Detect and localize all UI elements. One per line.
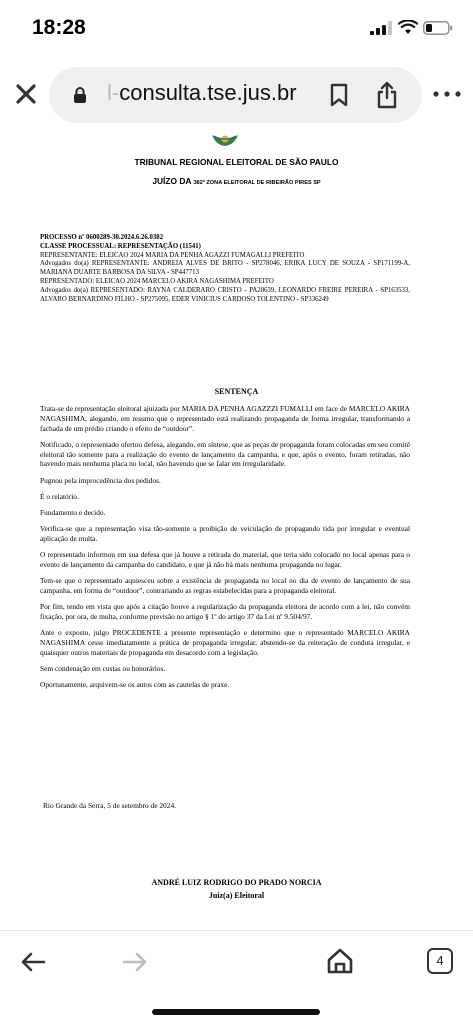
place-date: Rio Grande da Serra, 5 de setembro de 2024. — [43, 801, 176, 810]
plaintiff: REPRESENTANTE: ELEICAO 2024 MARIA DA PENHA AGAZZI FUMAGALLI PREFEITO — [40, 251, 305, 259]
court-name: TRIBUNAL REGIONAL ELEITORAL DE SÃO PAULO — [134, 157, 339, 167]
signal-icon — [370, 21, 396, 35]
document-body — [40, 404, 410, 696]
forward-arrow-icon[interactable] — [122, 951, 148, 973]
paragraph: Trata-se de representação eleitoral ajuizada por MARIA DA PENHA AGAZZZI FUMALLI em face de MARCELO AKIRA NAGASHIMA, alegando, em resumo que o representado está realizando propaganda de forma irregular, transformando a fachada de um prédio criando o efeito de “outdoor”. — [40, 404, 410, 433]
paragraph: O representado informou em sua defesa que já houve a retirada do material, que teria sido colocado no local apenas para o evento de lançamento da campanha do candidato, e que já não há mais nenhuma propaganda no lugar. — [40, 550, 410, 569]
paragraph: Sem condenação em custas ou honorários. — [40, 663, 166, 673]
judge-zone-line — [0, 176, 473, 186]
case-header — [40, 234, 410, 304]
back-arrow-icon[interactable] — [20, 951, 46, 973]
url-text[interactable] — [107, 80, 297, 106]
close-icon[interactable] — [12, 80, 40, 108]
home-indicator[interactable] — [152, 1009, 320, 1015]
status-bar — [0, 0, 473, 58]
browser-toolbar — [0, 60, 473, 130]
case-number: PROCESSO nº 0600289-30.2024.6.26.0382 — [40, 234, 164, 241]
share-icon[interactable] — [375, 81, 399, 109]
defendant: REPRESENTADO: ELEICAO 2024 MARCELO AKIRA NAGASHIMA PREFEITO — [40, 277, 274, 285]
judge-prefix: JUÍZO DA — [152, 176, 194, 186]
defendant-lawyers: Advogados do(a) REPRESENTADO: RAYNA CALDERARO CRISTO - PA28639, LEONARDO FREIRE PEREIRA - SP163533, ALVARO BERNARDINO FILHO - SP275095, EDER VINICIUS CARDOSO TOLENTINO - SP336249 — [40, 286, 410, 303]
status-time: 18:28 — [32, 16, 86, 39]
tabs-button[interactable] — [427, 948, 453, 974]
judge-zone: 382ª ZONA ELEITORAL DE RIBEIRÃO PIRES SP — [193, 180, 321, 186]
signer-role: Juiz(a) Eleitoral — [208, 891, 265, 900]
tabs-count: 4 — [427, 948, 453, 974]
plaintiff-lawyers: Advogados do(a) REPRESENTANTE: ANDREIA ALVES DE BRITO - SP278046, ERIKA LUCY DE SOUZA - SP171199-A, MARIANA DUARTE BARBOSA DA SILVA - SP447713 — [40, 260, 410, 277]
paragraph: Verifica-se que a representação visa tão-somente a proibição de veiculação de propagando tida por irregular e eventual aplicação de multa. — [40, 524, 410, 543]
bottom-toolbar — [0, 930, 473, 1025]
url-domain: consulta.tse.jus.br — [119, 80, 297, 105]
wifi-icon — [398, 20, 418, 35]
bookmark-icon[interactable] — [329, 83, 349, 107]
paragraph: Notificado, o representado ofertou defesa, alegando, em síntese, que as peças de propaganda foram colocadas em seu comitê eleitoral tão somente para a realização do evento de lançamento da campanha, e que, após o evento, foram retiradas, não havendo mais nenhuma placa no local, não havendo que se falar em irregularidade. — [40, 439, 410, 469]
paragraph: Fundamento e decido. — [40, 507, 106, 517]
battery-icon — [423, 21, 453, 35]
document-page — [0, 130, 473, 930]
paragraph: Ante o exposto, julgo PROCEDENTE a presente representação e determino que o representado MARCELO AKIRA NAGASHIMA cesse imediatamente a prática de propaganda irregular, abstendo-se da reiteração de conduta irregular, e quaisquer outros materiais de propaganda em desacordo com a legislação. — [40, 628, 410, 657]
paragraph: É o relatório. — [40, 491, 79, 501]
url-faded-prefix: l- — [107, 80, 120, 105]
address-bar[interactable] — [49, 67, 422, 123]
crest-icon — [210, 133, 240, 147]
paragraph: Por fim, tendo em vista que após a citação houve a regularização da propaganda eleitora de acordo com a lei, não convém fixação, por ora, de multa, conforme previsão no artigo § 1º do artigo 37 da Lei nº 9.504/97. — [40, 602, 410, 621]
signer-name: ANDRÉ LUIZ RODRIGO DO PRADO NORCIA — [151, 878, 322, 887]
case-class: CLASSE PROCESSUAL: REPRESENTAÇÃO (11541) — [40, 242, 201, 250]
paragraph: Pugnou pela improcedência dos pedidos. — [40, 475, 161, 485]
paragraph: Tem-se que o representado aquiesceu sobre a existência de propaganda no local no dia de evento de lançamento de sua campanha, em forma de “outdoor”, contrariando as regras estabelecidas para a propaganda eleitoral. — [40, 576, 410, 595]
more-icon[interactable] — [431, 85, 463, 103]
lock-icon — [73, 86, 87, 104]
home-icon[interactable] — [326, 947, 354, 975]
document-title: SENTENÇA — [214, 387, 259, 396]
paragraph: Oportunamente, arquivem-se os autos com as cautelas de praxe. — [40, 680, 230, 690]
